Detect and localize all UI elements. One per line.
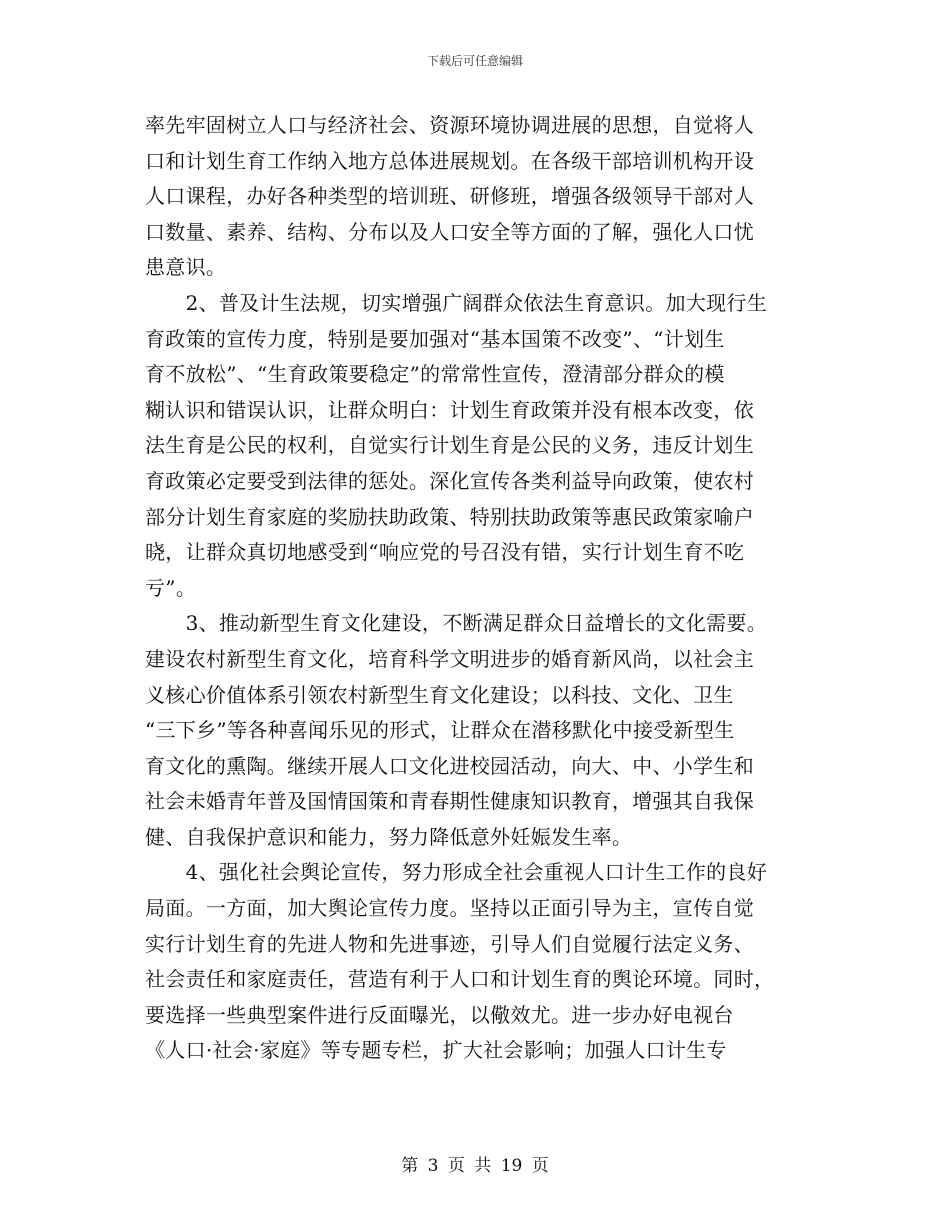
paragraph-item-4: 4、强化社会舆论宣传，努力形成全社会重视人口计生工作的良好 局面。一方面，加大舆论宣传力度。坚持以正面引导为主，宣传自觉 实行计划生育的先进人物和先进事迹，引导人们自觉履行法定义务、 社会责任和家庭责任，营造有利于人口和计划生育的舆论环境。同时， 要选择一些典型案件进行反面曝光，以儆效尤。进一步办好电视台 《人口·社会·家庭》等专题专栏，扩大社会影响；加强人口计生专 bbox=[145, 860, 775, 1063]
paragraph-continuation: 率先牢固树立人口与经济社会、资源环境协调进展的思想，自觉将人 口和计划生育工作纳入地方总体进展规划。在各级干部培训机构开设 人口课程，办好各种类型的培训班、研修班，增强各级领导干部对人 口数量、素养、结构、分布以及人口安全等方面的了解，强化人口忧 患意识。 bbox=[145, 113, 754, 280]
paragraph-item-2: 2、普及计生法规，切实增强广阔群众依法生育意识。加大现行生 育政策的宣传力度，特别是要加强对“基本国策不改变”、“计划生 育不放松”、“生育政策要稳定”的常常性宣传，澄清部分群众的模 糊认识和错误认识，让群众明白：计划生育政策并没有根本改变，依 法生育是公民的权利，自觉实行计划生育是公民的义务，违反计划生 育政策必定要受到法律的惩处。深化宣传各类利益导向政策，使农村 部分计划生育家庭的奖励扶助政策、特别扶助政策等惠民政策家喻户 晓，让群众真切地感受到“响应党的号召没有错，实行计划生育不吃 亏”。 bbox=[145, 290, 768, 600]
page-number-footer: 第 3 页 共 19 页 bbox=[401, 1156, 549, 1176]
paragraph-item-3: 3、推动新型生育文化建设，不断满足群众日益增长的文化需要。 建设农村新型生育文化，培育科学文明进步的婚育新风尚，以社会主 义核心价值体系引领农村新型生育文化建设；以科技、文化、卫生 “三下乡”等各种喜闻乐见的形式，让群众在潜移默化中接受新型生 育文化的熏陶。继续开展人口文化进校园活动，向大、中、小学生和 社会未婚青年普及国情国策和青春期性健康知识教育，增强其自我保 健、自我保护意识和能力，努力降低意外妊娠发生率。 bbox=[145, 611, 768, 849]
document-body bbox=[145, 108, 805, 1069]
header-note: 下载后可任意编辑 bbox=[426, 54, 523, 68]
